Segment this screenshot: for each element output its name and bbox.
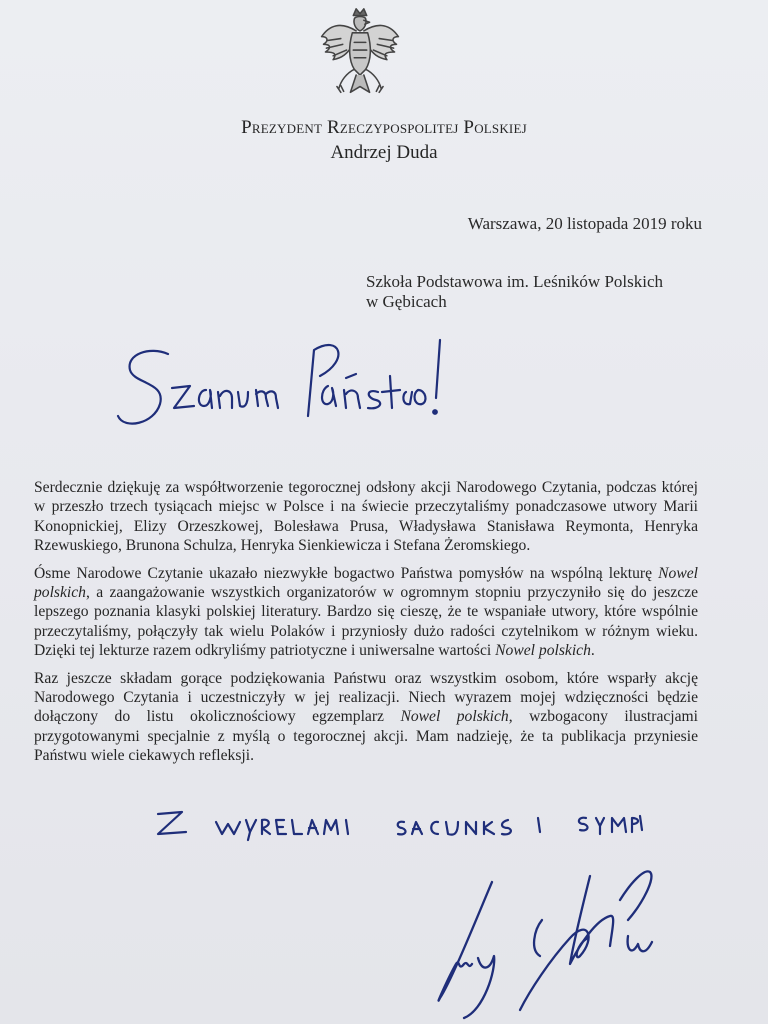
white-eagle-emblem	[312, 4, 408, 100]
date-line: Warszawa, 20 listopada 2019 roku	[467, 214, 702, 233]
handwritten-salutation	[110, 320, 450, 450]
paragraph-2: Ósme Narodowe Czytanie ukazało niezwykłe bogactwo Państwa pomysłów na wspólną lekturę Nowel polskich, a zaangażowanie wszystkich organizatorów w ogromnym stopniu przyczyniło się do jeszcze lepszego poznania klasyki polskiej literatury. Bardzo się cieszę, że te wspaniałe utwory, które wspólnie przeczytaliśmy, połączyły tak wielu Polaków i przyniosły dużo radości czytelnikom w różnym wieku. Dzięki tej lekturze razem odkryliśmy patriotyczne i uniwersalne wartości Nowel polskich.	[34, 564, 698, 660]
paragraph-3: Raz jeszcze składam gorące podziękowania Państwu oraz wszystkim osobom, które wsparły akcję Narodowego Czytania i uczestniczyły w jej realizacji. Niech wyrazem mojej wdzięczności będzie dołączony do listu okolicznościowy egzemplarz Nowel polskich, wzbogacony ilustracjami przygotowanymi specjalnie z myślą o tegorocznej akcji. Mam nadzieję, że ta publikacja przyniesie Państwu wiele ciekawych refleksji.	[34, 669, 698, 765]
book-title: Nowel polskich	[495, 642, 591, 660]
handwritten-closing	[150, 790, 650, 860]
book-title: Nowel polskich	[34, 564, 698, 602]
recipient-line-1: Szkoła Podstawowa im. Leśników Polskich	[366, 272, 664, 291]
recipient-line-2: w Gębicach	[366, 292, 447, 311]
issuer-title: Prezydent Rzeczypospolitej Polskiej	[241, 117, 527, 138]
book-title: Nowel polskich	[400, 708, 509, 726]
issuer-name: Andrzej Duda	[330, 142, 438, 163]
letter-body	[34, 478, 698, 774]
recipient-block	[366, 272, 663, 312]
paragraph-1: Serdecznie dziękuję za współtworzenie tegorocznej odsłony akcji Narodowego Czytania, podczas której w przeszło trzech tysiącach miejsc w Polsce i na świecie przeczytaliśmy ponadczasowe utwory Marii Konopnickiej, Elizy Orzeszkowej, Bolesława Prusa, Władysława Stanisława Reymonta, Henryka Rzewuskiego, Brunona Schulza, Henryka Sienkiewicza i Stefana Żeromskiego.	[34, 479, 698, 555]
handwritten-signature	[360, 860, 680, 1020]
